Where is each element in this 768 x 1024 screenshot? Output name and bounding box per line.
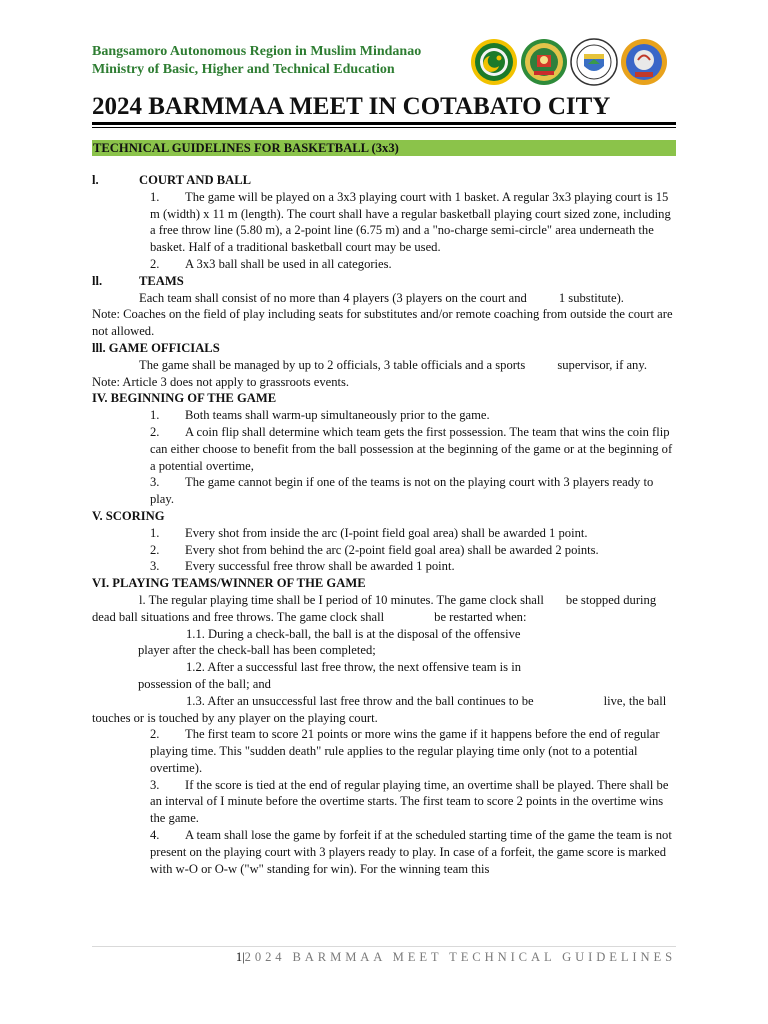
section-heading [92,273,676,290]
header-org-line2: Ministry of Basic, Higher and Technical Education [92,62,395,77]
paragraph: Each team shall consist of no more than 4 players (3 players on the court and 1 substitute). [139,290,624,305]
list-item: 3. Every successful free throw shall be awarded 1 point. [150,559,455,574]
page-number: 1 [235,950,243,964]
list-item: 3. If the score is tied at the end of regular playing time, an overtime shall be played. There shall be an interval of I minute before the overtime starts. The first team to score 2 points in the overtime wins the game. [150,777,669,826]
footer-label: 2024 BARMMAA MEET TECHNICAL GUIDELINES [244,950,676,964]
list-item: 1. Both teams shall warm-up simultaneously prior to the game. [150,408,490,423]
list-item: 2. A coin flip shall determine which team gets the first possession. The team that wins the coin flip can either choose to benefit from the ball possession at the beginning of the game or at the beginning of a potential overtime, [150,424,673,473]
barmm-ministry-seal-icon [520,38,568,86]
list-number: 1. [150,189,160,204]
list-item: 1. Every shot from inside the arc (I-point field goal area) shall be awarded 1 point. [150,525,588,540]
section-heading: VI. PLAYING TEAMS/WINNER OF THE GAME [92,576,366,591]
sub-item: 1.1. During a check-ball, the ball is at the disposal of the offensive player after the check-ball has been completed; [138,626,521,658]
header-org-line1: Bangsamoro Autonomous Region in Muslim Mindanao [92,44,422,59]
list-item: 2. Every shot from behind the arc (2-point field goal area) shall be awarded 2 points. [150,542,599,557]
section-heading [92,172,676,189]
document-body [92,172,676,877]
page-footer [92,948,676,966]
paragraph: The game shall be managed by up to 2 officials, 3 table officials and a sports supervisor, if any. [139,357,647,372]
section-band [92,140,676,156]
section-heading: lll. GAME OFFICIALS [92,340,220,355]
header-logos [470,38,670,88]
footer-rule [92,946,676,947]
section-heading: IV. BEGINNING OF THE GAME [92,391,277,406]
sub-item: 1.3. After an unsuccessful last free throw and the ball continues to be live, the ball touches or is touched by any player on the playing court. [92,693,667,725]
note: Note: Article 3 does not apply to grassroots events. [92,374,350,389]
list-text: A 3x3 ball shall be used in all categories. [185,256,392,271]
section-title: TEAMS [139,273,184,288]
title-rule-thin [92,127,676,128]
section-heading: V. SCORING [92,508,165,523]
sub-item: 1.2. After a successful last free throw, the next offensive team is in possession of the ball; and [138,660,522,691]
section-title: COURT AND BALL [139,173,251,187]
list-item [92,256,676,273]
list-number: 2. [150,256,160,271]
section-number: l. [92,173,99,187]
note: Note: Coaches on the field of play including seats for substitutes and/or remote coaching from outside the court are not allowed. [92,307,673,339]
list-item: 3. The game cannot begin if one of the teams is not on the playing court with 3 players ready to play. [150,475,654,507]
city-of-cotabato-seal-icon [570,38,618,86]
paragraph: l. The regular playing time shall be I period of 10 minutes. The game clock shall be stopped during dead ball situations and free throws. The game clock shall be restarted when: [92,592,657,624]
sports-seal-icon [620,38,668,86]
footer-separator: | [242,950,245,964]
title-rule [92,122,676,125]
list-item: 2. The first team to score 21 points or more wins the game if it happens before the end of regular playing time. This "sudden death" rule applies to the regular playing time only (not to a potential overtime). [150,727,660,775]
band-label: TECHNICAL GUIDELINES FOR BASKETBALL (3x3) [93,141,399,155]
list-item: 4. A team shall lose the game by forfeit if at the scheduled starting time of the game the team is not present on the playing court with 3 players ready to play. In case of a forfeit, the game score is marked with w-O or O-w ("w" standing for win). For the winning team this [150,828,672,876]
list-item [92,189,676,256]
list-text: The game will be played on a 3x3 playing court with 1 basket. A regular 3x3 playing court is 15 m (width) x 11 m (length). The court shall have a regular basketball playing court sized zone, including a free throw line (5.80 m), a 2-point line (6.75 m) and a "no-charge semi-circle" area underneath the basket. Half of a traditional basketball court may be used. [150,189,671,255]
document-title: 2024 BARMMAA MEET IN COTABATO CITY [92,93,611,120]
section-number: ll. [92,273,103,288]
barmm-seal-icon [470,38,518,86]
